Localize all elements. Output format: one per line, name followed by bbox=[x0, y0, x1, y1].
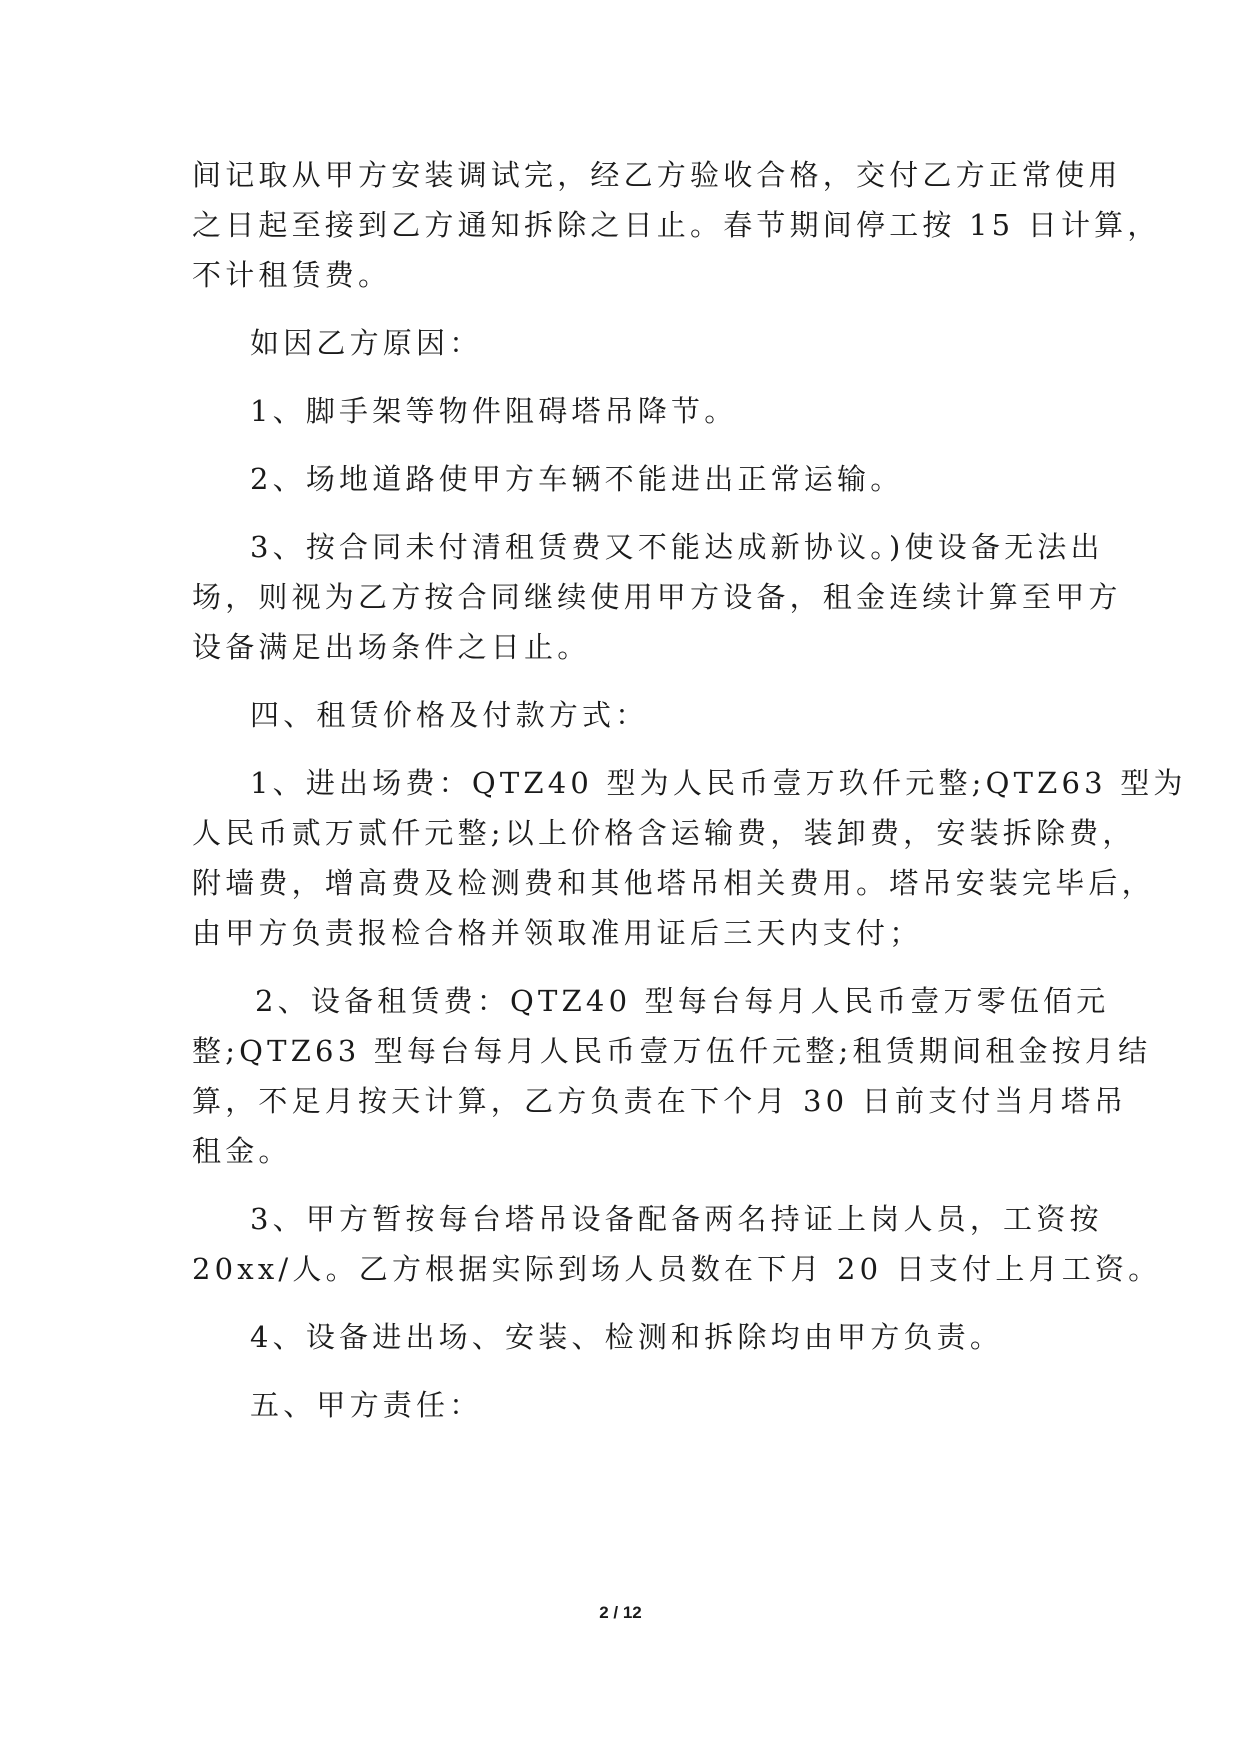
list-item: 3、甲方暂按每台塔吊设备配备两名持证上岗人员，工资按 bbox=[250, 1202, 1103, 1236]
list-item: 2、设备租赁费：QTZ40 型每台每月人民币壹万零伍佰元 bbox=[255, 984, 1110, 1018]
list-item: 4、设备进出场、安装、检测和拆除均由甲方负责。 bbox=[250, 1320, 1004, 1354]
list-item: 1、脚手架等物件阻碍塔吊降节。 bbox=[250, 394, 738, 428]
text-line: 设备满足出场条件之日止。 bbox=[192, 630, 591, 664]
text-line: 20xx/人。乙方根据实际到场人员数在下月 20 日支付上月工资。 bbox=[192, 1252, 1162, 1286]
text-line: 整;QTZ63 型每台每月人民币壹万伍仟元整;租赁期间租金按月结 bbox=[192, 1034, 1152, 1068]
text-line: 租金。 bbox=[192, 1134, 292, 1168]
section-heading: 五、甲方责任： bbox=[250, 1388, 483, 1422]
text-line: 人民币贰万贰仟元整;以上价格含运输费，装卸费，安装拆除费， bbox=[192, 816, 1136, 850]
text-line: 算，不足月按天计算，乙方负责在下个月 30 日前支付当月塔吊 bbox=[192, 1084, 1128, 1118]
text-line: 由甲方负责报检合格并领取准用证后三天内支付； bbox=[192, 916, 923, 950]
text-line: 之日起至接到乙方通知拆除之日止。春节期间停工按 15 日计算， bbox=[192, 208, 1161, 242]
text-line: 不计租赁费。 bbox=[192, 258, 392, 292]
list-item: 1、进出场费：QTZ40 型为人民币壹万玖仟元整;QTZ63 型为 bbox=[250, 766, 1187, 800]
text-line: 附墙费，增高费及检测费和其他塔吊相关费用。塔吊安装完毕后， bbox=[192, 866, 1155, 900]
list-item: 3、按合同未付清租赁费又不能达成新协议。)使设备无法出 bbox=[250, 530, 1104, 564]
text-line: 场，则视为乙方按合同继续使用甲方设备，租金连续计算至甲方 bbox=[192, 580, 1122, 614]
text-line: 间记取从甲方安装调试完，经乙方验收合格，交付乙方正常使用 bbox=[192, 158, 1122, 192]
text-line: 如因乙方原因： bbox=[250, 326, 483, 360]
list-item: 2、场地道路使甲方车辆不能进出正常运输。 bbox=[250, 462, 904, 496]
section-heading: 四、租赁价格及付款方式： bbox=[250, 698, 649, 732]
page-number: 2 / 12 bbox=[599, 1603, 642, 1622]
